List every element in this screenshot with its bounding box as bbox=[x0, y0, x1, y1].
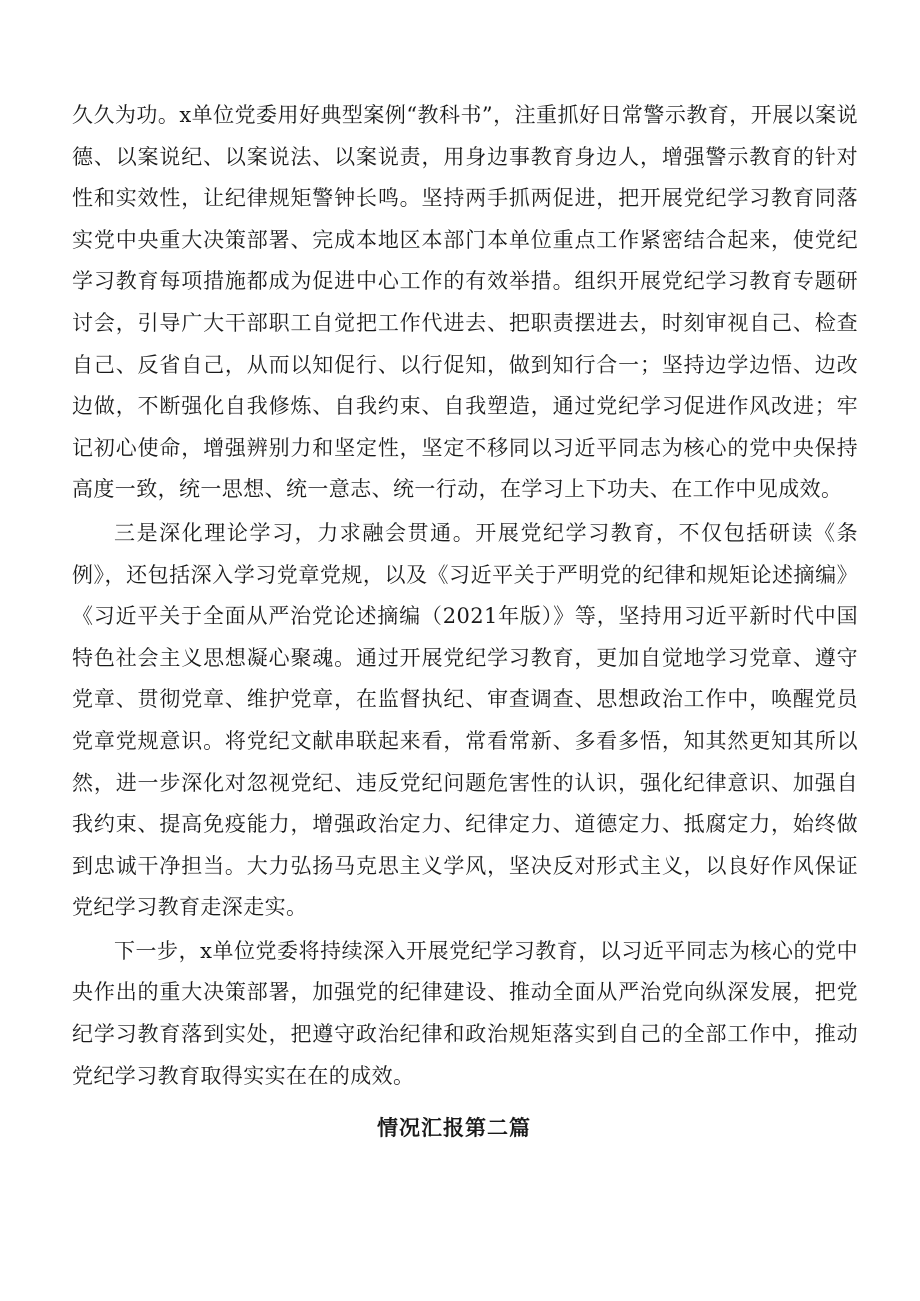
paragraph-next-steps: 下一步，x单位党委将持续深入开展党纪学习教育，以习近平同志为核心的党中央作出的重大决策部署，加强党的纪律建设、推动全面从严治党向纵深发展，把党纪学习教育落到实处，把遵守政治纪律和政治规矩落实到自己的全部工作中，推动党纪学习教育取得实实在在的成效。 bbox=[72, 938, 858, 1088]
paragraph-theory-study: 三是深化理论学习，力求融会贯通。开展党纪学习教育，不仅包括研读《条例》，还包括深入学习党章党规，以及《习近平关于严明党的纪律和规矩论述摘编》《习近平关于全面从严治党论述摘编（2021年版）》等，坚持用习近平新时代中国特色社会主义思想凝心聚魂。通过开展党纪学习教育，更加自觉地学习党章、遵守党章、贯彻党章、维护党章，在监督执纪、审查调查、思想政治工作中，唤醒党员党章党规意识。将党纪文献串联起来看，常看常新、多看多悟，知其然更知其所以然，进一步深化对忽视党纪、违反党纪问题危害性的认识，强化纪律意识、加强自我约束、提高免疫能力，增强政治定力、纪律定力、道德定力、抵腐定力，始终做到忠诚干净担当。大力弘扬马克思主义学风，坚决反对形式主义，以良好作风保证党纪学习教育走深走实。 bbox=[72, 520, 858, 920]
paragraph-continuation: 久久为功。x单位党委用好典型案例“教科书”，注重抓好日常警示教育，开展以案说德、以案说纪、以案说法、以案说责，用身边事教育身边人，增强警示教育的针对性和实效性，让纪律规矩警钟长鸣。坚持两手抓两促进，把开展党纪学习教育同落实党中央重大决策部署、完成本地区本部门本单位重点工作紧密结合起来，使党纪学习教育每项措施都成为促进中心工作的有效举措。组织开展党纪学习教育专题研讨会，引导广大干部职工自觉把工作代进去、把职责摆进去，时刻审视自己、检查自己、反省自己，从而以知促行、以行促知，做到知行合一；坚持边学边悟、边改边做，不断强化自我修炼、自我约束、自我塑造，通过党纪学习促进作风改进；牢记初心使命，增强辨别力和坚定性，坚定不移同以习近平同志为核心的党中央保持高度一致，统一思想、统一意志、统一行动，在学习上下功夫、在工作中见成效。 bbox=[72, 103, 858, 502]
section-title: 情况汇报第二篇 bbox=[377, 1115, 531, 1141]
